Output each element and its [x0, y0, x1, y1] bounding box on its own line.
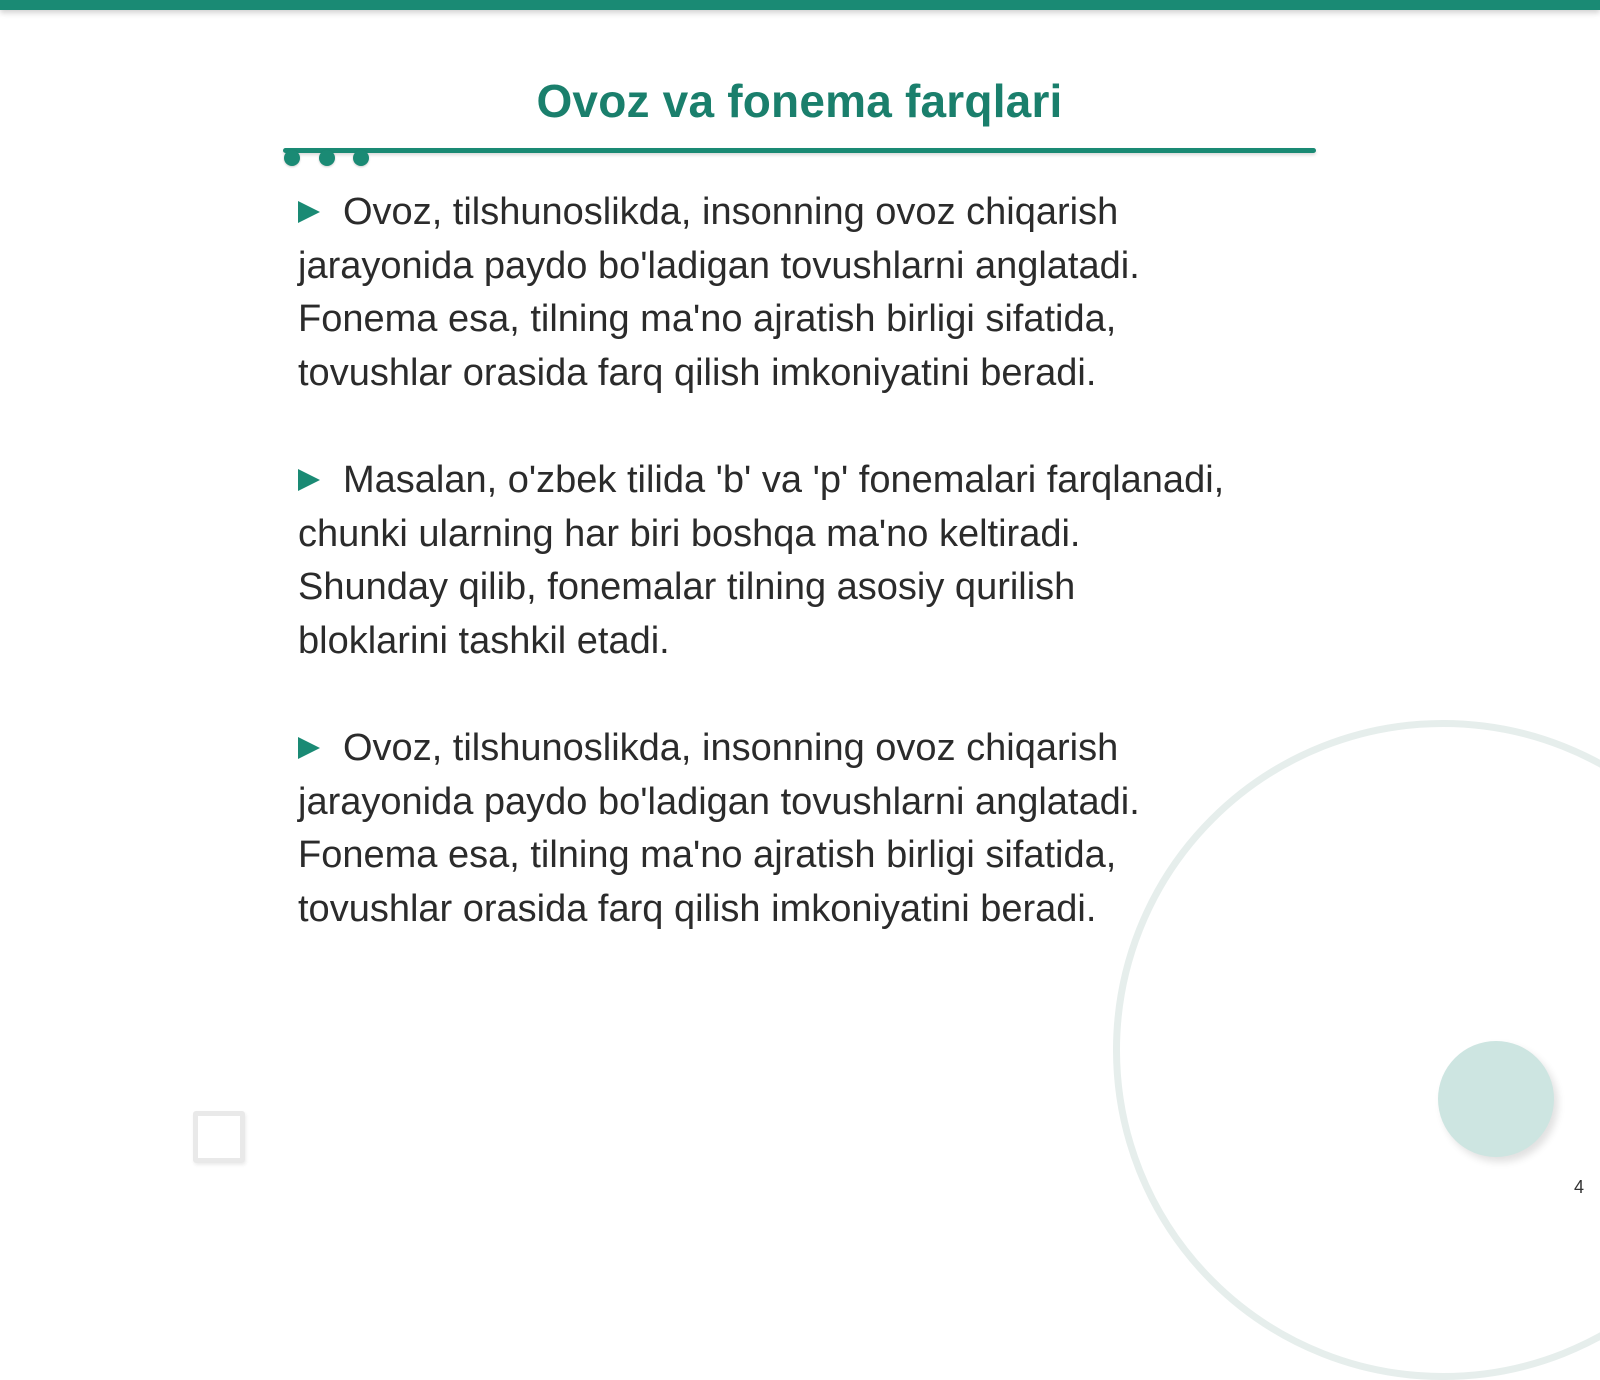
triangle-bullet-icon: [298, 201, 320, 223]
decor-dot-2: [319, 150, 335, 166]
paragraph-line: Shunday qilib, fonemalar tilning asosiy qurilish: [298, 566, 1076, 608]
slide-body: [298, 186, 1318, 990]
bullet-paragraph: [298, 454, 1318, 668]
paragraph-line: tovushlar orasida farq qilish imkoniyatini beradi.: [298, 351, 1097, 394]
page-number: 4: [1573, 1177, 1584, 1197]
triangle-bullet-icon: [298, 469, 320, 491]
bullet-paragraph: [298, 186, 1318, 400]
decor-dot-1: [284, 150, 300, 166]
paragraph-line: jarayonida paydo bo'ladigan tovushlarni anglatadi.: [298, 780, 1140, 823]
paragraph-line: Fonema esa, tilning ma'no ajratish birligi sifatida,: [298, 834, 1117, 876]
paragraph-line: Ovoz, tilshunoslikda, insonning ovoz chiqarish: [343, 727, 1119, 769]
slide-title: Ovoz va fonema farqlari: [536, 75, 1063, 127]
title-underline: [283, 148, 1316, 153]
paragraph-line: bloklarini tashkil etadi.: [298, 619, 670, 662]
bullet-paragraph: [298, 722, 1318, 936]
decor-dot-3: [353, 150, 369, 166]
paragraph-line: Ovoz, tilshunoslikda, insonning ovoz chiqarish: [343, 191, 1119, 233]
paragraph-line: jarayonida paydo bo'ladigan tovushlarni anglatadi.: [298, 244, 1140, 287]
paragraph-line: Masalan, o'zbek tilida 'b' va 'p' fonemalari farqlanadi,: [343, 459, 1225, 501]
paragraph-line: tovushlar orasida farq qilish imkoniyatini beradi.: [298, 887, 1097, 930]
decor-circle: [1438, 1041, 1554, 1157]
decor-square: [193, 1111, 245, 1163]
triangle-bullet-icon: [298, 737, 320, 759]
paragraph-line: chunki ularning har biri boshqa ma'no keltiradi.: [298, 512, 1081, 555]
paragraph-line: Fonema esa, tilning ma'no ajratish birligi sifatida,: [298, 298, 1117, 340]
top-accent-bar: [0, 0, 1600, 10]
